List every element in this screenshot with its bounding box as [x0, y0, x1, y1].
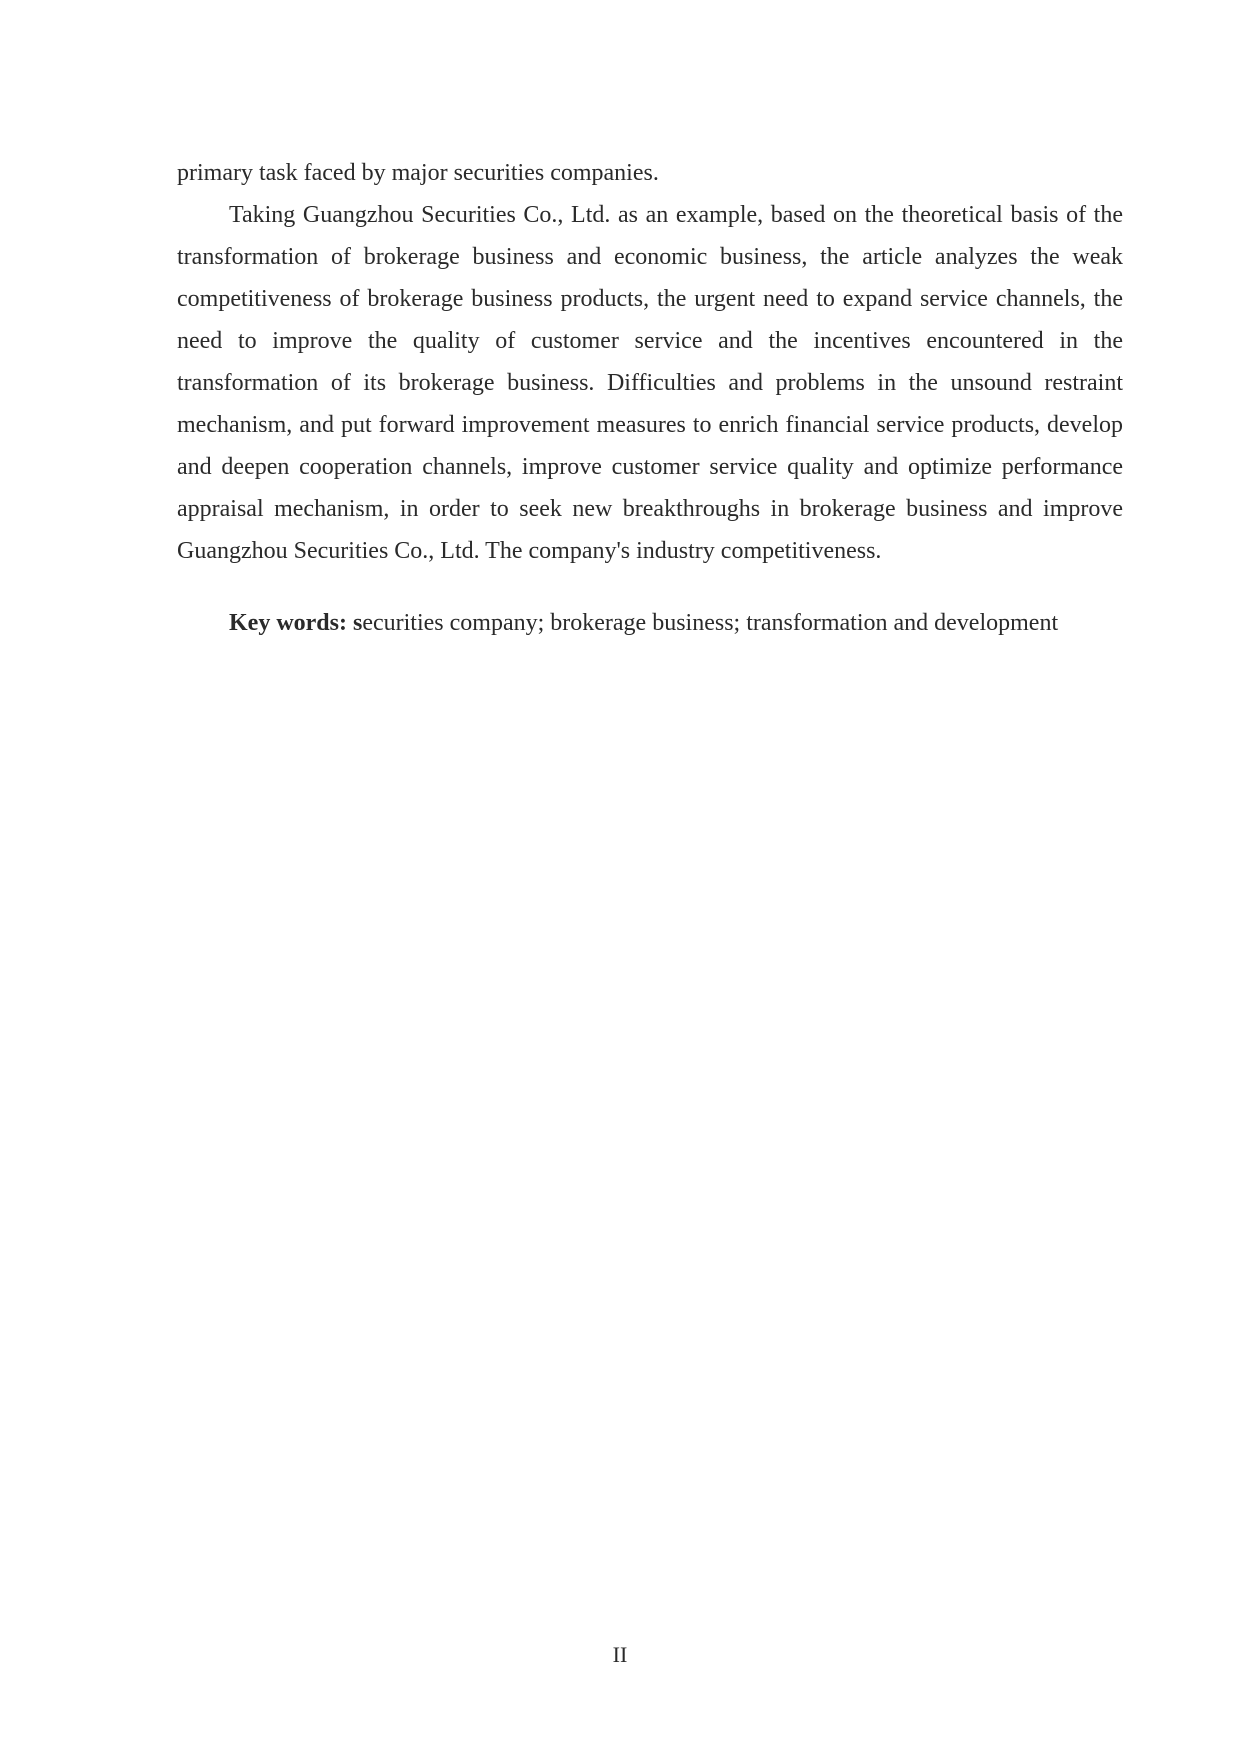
- paragraph-continuation: primary task faced by major securities companies.: [177, 160, 659, 186]
- abstract-body: [177, 152, 1123, 644]
- page-number: II: [612, 1642, 628, 1667]
- keywords-text: ecurities company; brokerage business; transformation and development: [362, 610, 1059, 636]
- keywords-label: Key words:: [229, 610, 347, 636]
- keywords-first-letter: s: [352, 610, 363, 636]
- keywords-line: [177, 602, 1123, 644]
- paragraph-main: Taking Guangzhou Securities Co., Ltd. as an example, based on the theoretical basis of the transformation of brokerage business and economic business, the article analyzes the weak competitiveness of brokerage business products, the urgent need to expand service channels, the need to improve the quality of customer service and the incentives encountered in the transformation of its brokerage business. Difficulties and problems in the unsound restraint mechanism, and put forward improvement measures to enrich financial service products, develop and deepen cooperation channels, improve customer service quality and optimize performance appraisal mechanism, in order to seek new breakthroughs in brokerage business and improve Guangzhou Securities Co., Ltd. The company's industry competitiveness.: [177, 202, 1123, 564]
